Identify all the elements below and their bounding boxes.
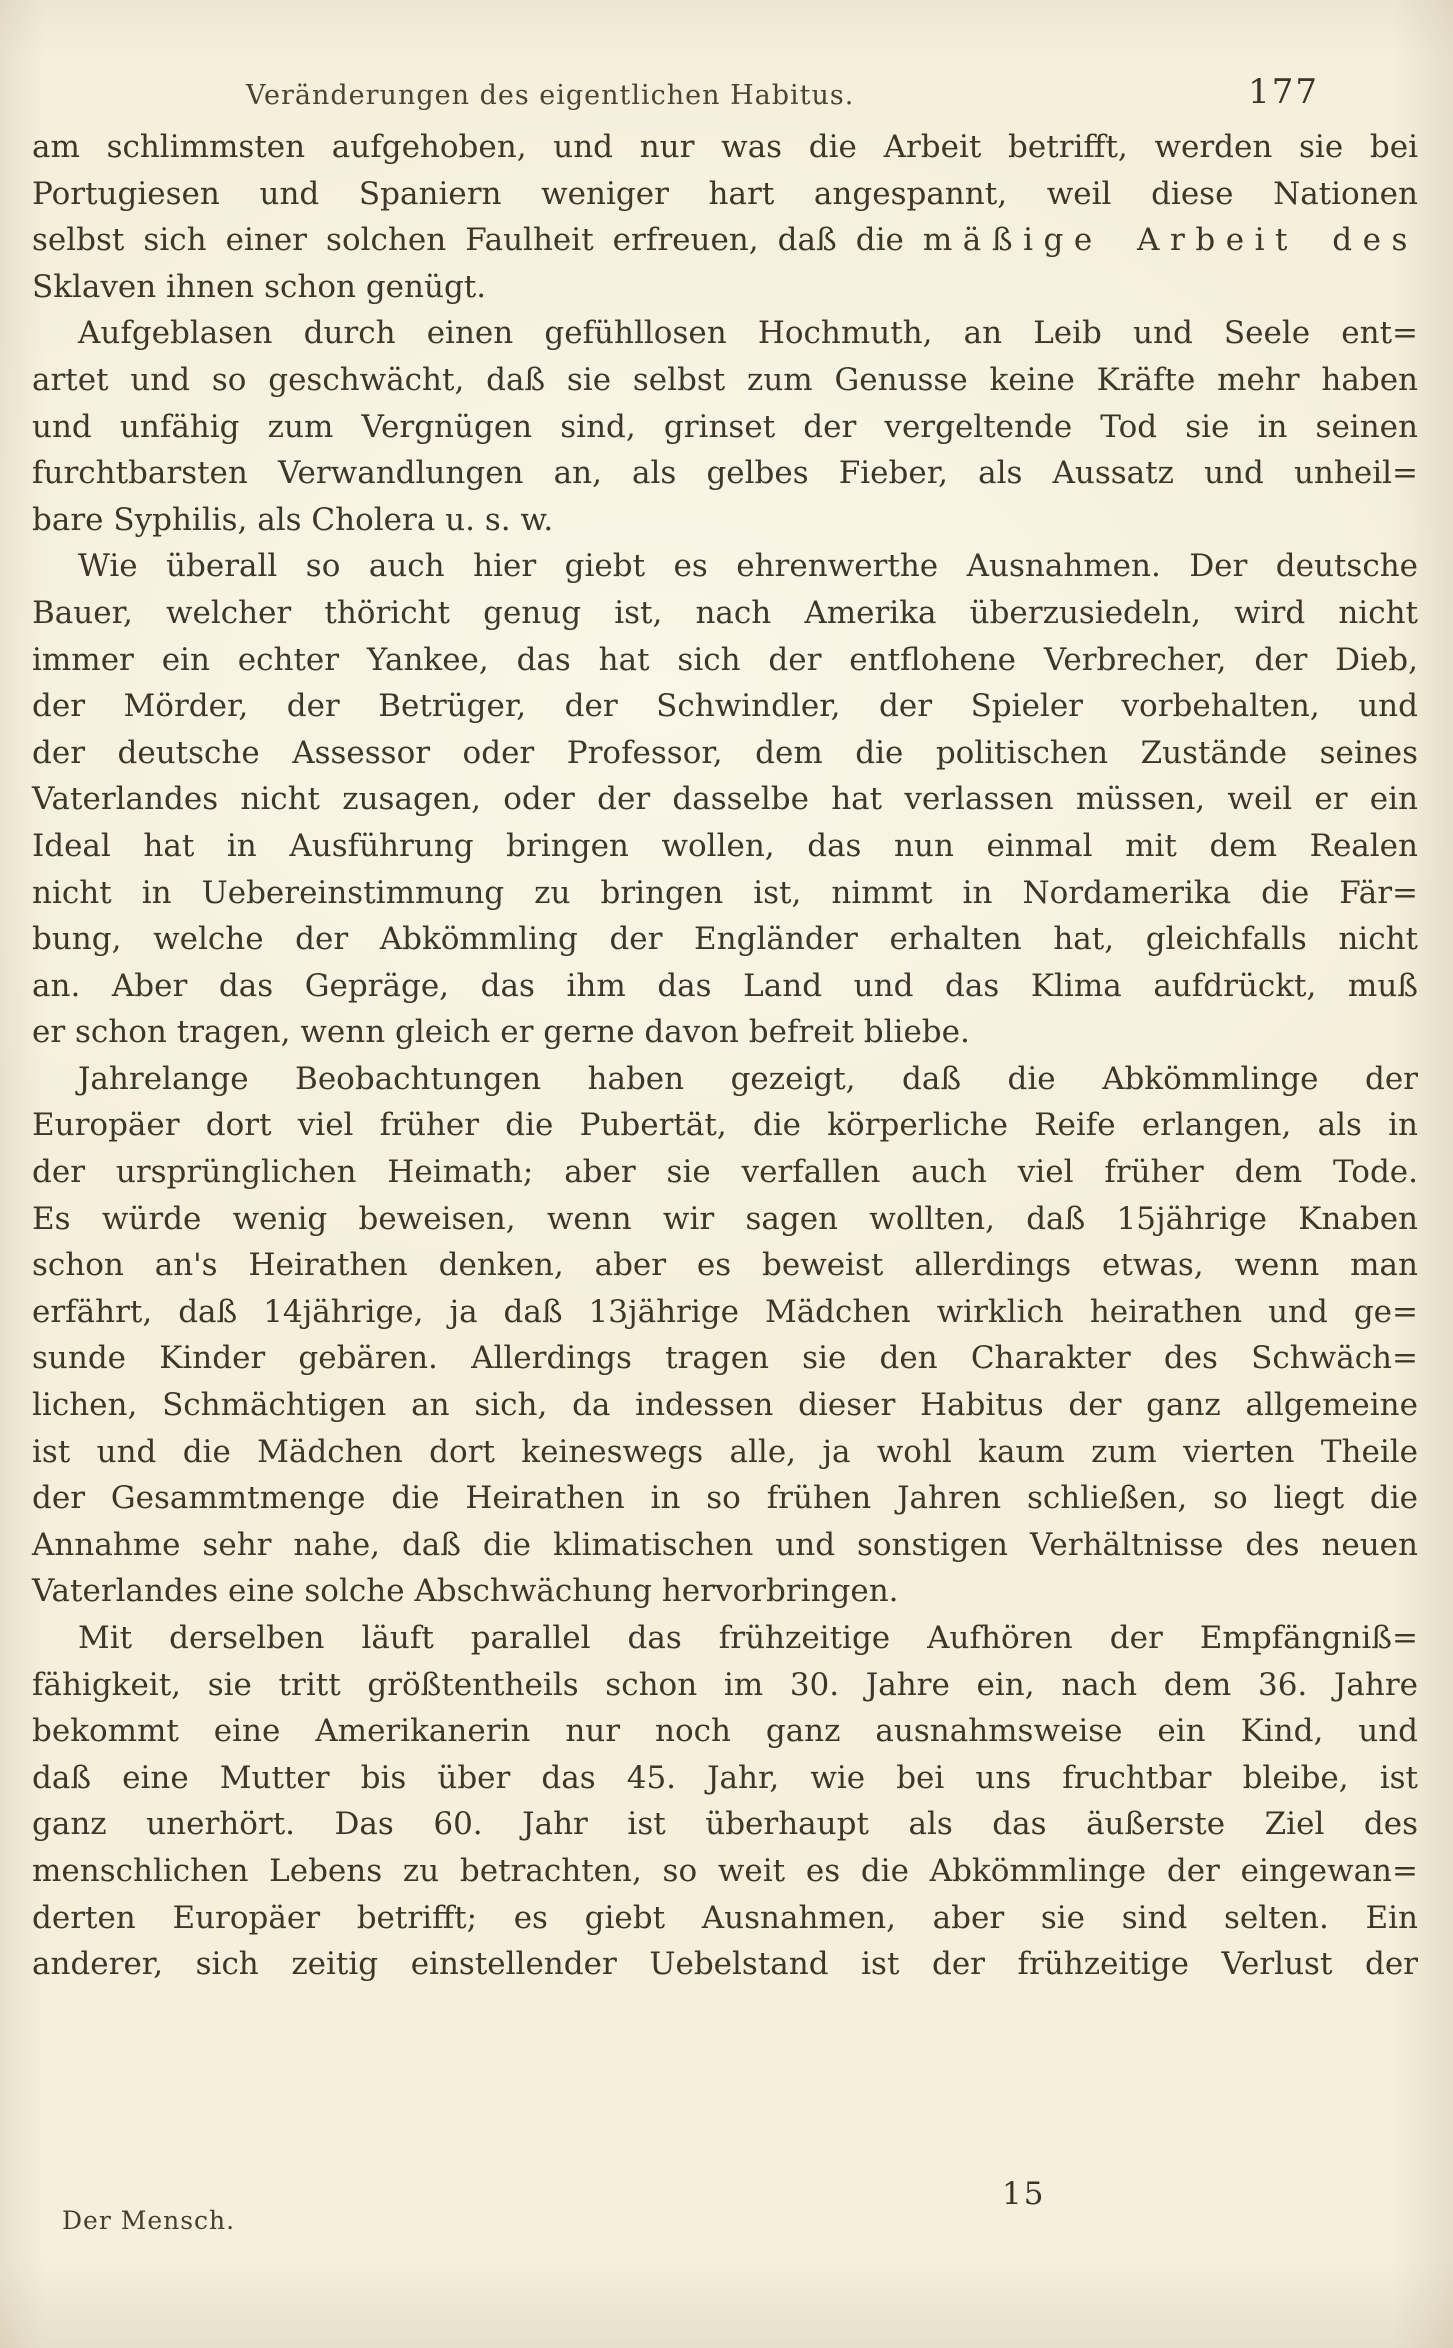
text-line: nicht in Uebereinstimmung zu bringen ist, nimmt in Nordamerika die Fär=: [32, 874, 1418, 911]
text-line: [32, 217, 1418, 264]
text-line: ganz unerhört. Das 60. Jahr ist überhaupt als das äußerste Ziel des: [32, 1806, 1418, 1843]
text-line: am schlimmsten aufgehoben, und nur was die Arbeit betrifft, werden sie bei: [32, 129, 1418, 165]
emphasized-text: mäßige Arbeit des: [922, 222, 1418, 259]
text-line: Es würde wenig beweisen, wenn wir sagen wollten, daß 15jährige Knaben: [32, 1200, 1418, 1237]
text-line: menschlichen Lebens zu betrachten, so weit es die Abkömmlinge der eingewan=: [32, 1852, 1418, 1889]
text-line: derten Europäer betrifft; es giebt Ausnahmen, aber sie sind selten. Ein: [32, 1899, 1418, 1936]
text-line: Ideal hat in Ausführung bringen wollen, das nun einmal mit dem Realen: [32, 827, 1418, 864]
text-line: immer ein echter Yankee, das hat sich der entflohene Verbrecher, der Dieb,: [32, 641, 1418, 678]
text-line: Europäer dort viel früher die Pubertät, die körperliche Reife erlangen, als in: [32, 1107, 1418, 1144]
text-line: Vaterlandes nicht zusagen, oder der dasselbe hat verlassen müssen, weil er ein: [32, 781, 1418, 818]
text-line: Sklaven ihnen schon genügt.: [32, 268, 487, 305]
text-line: daß eine Mutter bis über das 45. Jahr, wie bei uns fruchtbar bleibe, ist: [32, 1759, 1418, 1796]
text-line: er schon tragen, wenn gleich er gerne davon befreit bliebe.: [32, 1014, 970, 1051]
text-line: lichen, Schmächtigen an sich, da indessen dieser Habitus der ganz allgemeine: [32, 1387, 1418, 1424]
text-line: Aufgeblasen durch einen gefühllosen Hochmuth, an Leib und Seele ent=: [78, 315, 1418, 352]
text-line: an. Aber das Gepräge, das ihm das Land und das Klima aufdrückt, muß: [32, 967, 1418, 1004]
text-line: artet und so geschwächt, daß sie selbst zum Genusse keine Kräfte mehr haben: [32, 361, 1418, 398]
text-line: Bauer, welcher thöricht genug ist, nach Amerika überzusiedeln, wird nicht: [32, 594, 1418, 631]
text-line: der deutsche Assessor oder Professor, dem die politischen Zustände seines: [32, 734, 1418, 771]
text-line: Wie überall so auch hier giebt es ehrenwerthe Ausnahmen. Der deutsche: [78, 548, 1418, 585]
running-title: Veränderungen des eigentlichen Habitus.: [246, 80, 855, 111]
text-line: der Mörder, der Betrüger, der Schwindler, der Spieler vorbehalten, und: [32, 688, 1418, 725]
text-line: ist und die Mädchen dort keineswegs alle, ja wohl kaum zum vierten Theile: [32, 1433, 1418, 1470]
text-line: Jahrelange Beobachtungen haben gezeigt, daß die Abkömmlinge der: [78, 1060, 1418, 1097]
text-line: der ursprünglichen Heimath; aber sie verfallen auch viel früher dem Tode.: [32, 1154, 1418, 1191]
text-line: Vaterlandes eine solche Abschwächung hervorbringen.: [32, 1573, 899, 1610]
text-line: bekommt eine Amerikanerin nur noch ganz ausnahmsweise ein Kind, und: [32, 1713, 1418, 1750]
text-line: bung, welche der Abkömmling der Engländer erhalten hat, gleichfalls nicht: [32, 921, 1418, 958]
text-line: Portugiesen und Spaniern weniger hart angespannt, weil diese Nationen: [32, 175, 1418, 212]
text-line: erfährt, daß 14jährige, ja daß 13jährige Mädchen wirklich heirathen und ge=: [32, 1293, 1418, 1330]
text-segment: selbst sich einer solchen Faulheit erfreuen, daß die: [32, 222, 923, 259]
text-line: furchtbarsten Verwandlungen an, als gelbes Fieber, als Aussatz und unheil=: [32, 455, 1418, 492]
page-number: 177: [1248, 72, 1319, 112]
text-line: fähigkeit, sie tritt größtentheils schon im 30. Jahre ein, nach dem 36. Jahre: [32, 1666, 1418, 1703]
text-line: schon an's Heirathen denken, aber es beweist allerdings etwas, wenn man: [32, 1247, 1418, 1284]
page-header: [0, 72, 1453, 128]
text-line: anderer, sich zeitig einstellender Uebelstand ist der frühzeitige Verlust der: [32, 1946, 1418, 1983]
text-line: Mit derselben läuft parallel das frühzeitige Aufhören der Empfängniß=: [78, 1620, 1418, 1656]
text-block: [32, 124, 1418, 1988]
text-line: Annahme sehr nahe, daß die klimatischen und sonstigen Verhältnisse des neuen: [32, 1526, 1418, 1563]
text-line: und unfähig zum Vergnügen sind, grinset der vergeltende Tod sie in seinen: [32, 408, 1418, 445]
signature-mark: Der Mensch.: [62, 2206, 236, 2235]
text-line: der Gesammtmenge die Heirathen in so frühen Jahren schließen, so liegt die: [32, 1480, 1418, 1517]
text-line: sunde Kinder gebären. Allerdings tragen sie den Charakter des Schwäch=: [32, 1340, 1418, 1377]
text-line: bare Syphilis, als Cholera u. s. w.: [32, 501, 554, 538]
sheet-number: 15: [1002, 2176, 1046, 2212]
